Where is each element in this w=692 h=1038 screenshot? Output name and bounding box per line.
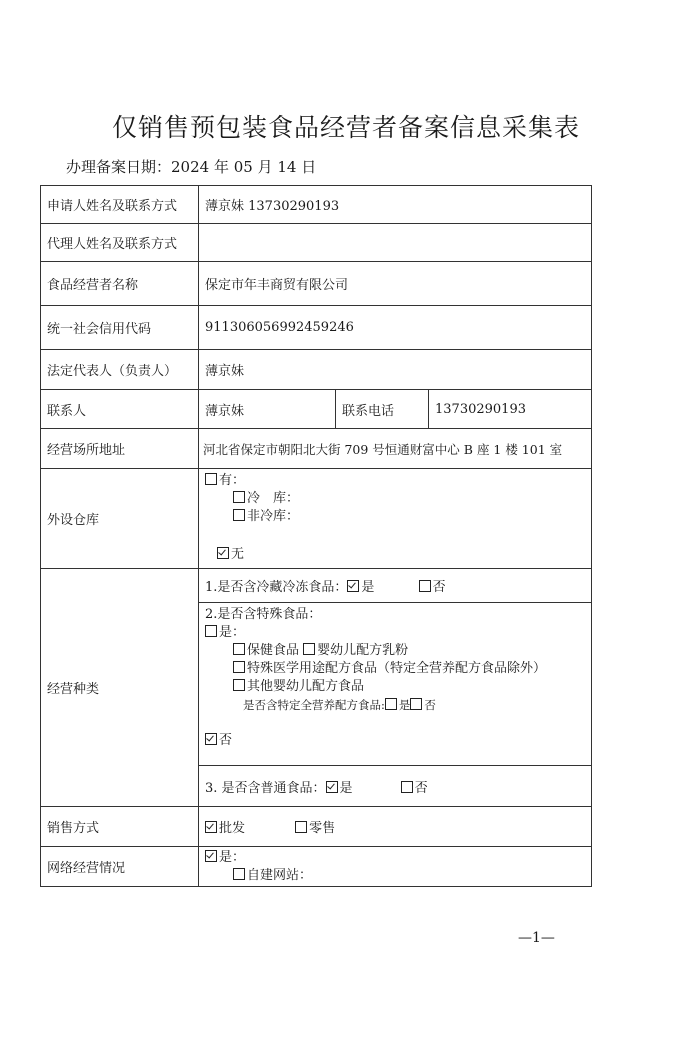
label-warehouse: 外设仓库 bbox=[41, 469, 199, 569]
q3-text: 3. 是否含普通食品： bbox=[205, 780, 326, 796]
retail-text: 零售 bbox=[309, 821, 336, 836]
checkbox-full-nutrition-yes[interactable] bbox=[385, 698, 397, 710]
row-credit-code bbox=[41, 306, 592, 350]
value-category-q1 bbox=[199, 569, 592, 603]
full-nutrition-no-text: 否 bbox=[424, 698, 436, 712]
label-legal-rep: 法定代表人（负责人） bbox=[41, 350, 199, 390]
value-contact: 薄京妹 bbox=[199, 390, 336, 429]
label-address: 经营场所地址 bbox=[41, 429, 199, 469]
checkbox-non-cold-storage[interactable] bbox=[233, 509, 245, 521]
value-warehouse bbox=[199, 469, 592, 569]
q1-no-text: 否 bbox=[432, 580, 446, 595]
page-number: —1— bbox=[518, 930, 555, 946]
label-online: 网络经营情况 bbox=[41, 847, 199, 887]
checkbox-medical-formula[interactable] bbox=[233, 661, 245, 673]
checkbox-q3-yes[interactable] bbox=[326, 781, 338, 793]
q2-yes-text: 是： bbox=[219, 625, 246, 640]
checkbox-q3-no[interactable] bbox=[401, 781, 413, 793]
row-business-name bbox=[41, 262, 592, 306]
row-agent bbox=[41, 224, 592, 262]
non-cold-storage-text: 非冷库： bbox=[247, 509, 300, 524]
row-sales bbox=[41, 807, 592, 847]
value-address: 河北省保定市朝阳北大街 709 号恒通财富中心 B 座 1 楼 101 室 bbox=[199, 429, 592, 469]
row-address bbox=[41, 429, 592, 469]
filing-date: 办理备案日期：2024 年 05 月 14 日 bbox=[66, 158, 317, 176]
value-legal-rep: 薄京妹 bbox=[199, 350, 592, 390]
q2-text: 2.是否含特殊食品： bbox=[205, 607, 322, 622]
checkbox-infant-formula[interactable] bbox=[303, 643, 315, 655]
infant-formula-text: 婴幼儿配方乳粉 bbox=[317, 643, 409, 658]
cold-storage-text: 冷 库： bbox=[247, 491, 300, 506]
wholesale-text: 批发 bbox=[219, 821, 246, 836]
label-sales: 销售方式 bbox=[41, 807, 199, 847]
checkbox-health-food[interactable] bbox=[233, 643, 245, 655]
row-category-q1 bbox=[41, 569, 592, 603]
checkbox-own-website[interactable] bbox=[233, 868, 245, 880]
value-agent bbox=[199, 224, 592, 262]
label-business-name: 食品经营者名称 bbox=[41, 262, 199, 306]
row-contact bbox=[41, 390, 592, 429]
value-business-name: 保定市年丰商贸有限公司 bbox=[199, 262, 592, 306]
row-legal-rep bbox=[41, 350, 592, 390]
checkbox-full-nutrition-no[interactable] bbox=[410, 698, 422, 710]
value-phone: 13730290193 bbox=[429, 390, 592, 429]
warehouse-none-text: 无 bbox=[231, 547, 245, 562]
checkbox-q1-yes[interactable] bbox=[347, 580, 359, 592]
online-yes-text: 是： bbox=[219, 850, 246, 865]
full-nutrition-text: 是否含特定全营养配方食品: bbox=[243, 698, 385, 712]
info-form-table bbox=[40, 185, 592, 887]
medical-formula-text: 特殊医学用途配方食品（特定全营养配方食品除外） bbox=[247, 661, 547, 676]
checkbox-wholesale[interactable] bbox=[205, 821, 217, 833]
label-agent: 代理人姓名及联系方式 bbox=[41, 224, 199, 262]
row-online bbox=[41, 847, 592, 887]
checkbox-q1-no[interactable] bbox=[419, 580, 431, 592]
q2-no-text: 否 bbox=[219, 733, 233, 748]
checkbox-other-infant[interactable] bbox=[233, 679, 245, 691]
other-infant-text: 其他婴幼儿配方食品 bbox=[247, 679, 365, 694]
checkbox-retail[interactable] bbox=[295, 821, 307, 833]
health-food-text: 保健食品 bbox=[247, 643, 300, 658]
label-contact: 联系人 bbox=[41, 390, 199, 429]
form-title: 仅销售预包装食品经营者备案信息采集表 bbox=[111, 113, 580, 142]
row-warehouse bbox=[41, 469, 592, 569]
value-applicant: 薄京妹 13730290193 bbox=[199, 186, 592, 224]
value-sales bbox=[199, 807, 592, 847]
label-credit-code: 统一社会信用代码 bbox=[41, 306, 199, 350]
checkbox-q2-no[interactable] bbox=[205, 733, 217, 745]
row-applicant bbox=[41, 186, 592, 224]
value-category-q2 bbox=[199, 603, 592, 766]
value-category-q3 bbox=[199, 766, 592, 807]
checkbox-warehouse-yes[interactable] bbox=[205, 473, 217, 485]
q3-yes-text: 是 bbox=[339, 780, 353, 796]
checkbox-online-yes[interactable] bbox=[205, 850, 217, 862]
warehouse-yes-text: 有： bbox=[219, 473, 246, 488]
checkbox-warehouse-none[interactable] bbox=[217, 547, 229, 559]
label-category: 经营种类 bbox=[41, 569, 199, 807]
value-online bbox=[199, 847, 592, 887]
full-nutrition-yes-text: 是 bbox=[398, 698, 411, 712]
label-applicant: 申请人姓名及联系方式 bbox=[41, 186, 199, 224]
q3-no-text: 否 bbox=[414, 780, 428, 796]
label-phone: 联系电话 bbox=[336, 390, 429, 429]
value-credit-code: 911306056992459246 bbox=[199, 306, 592, 350]
checkbox-q2-yes[interactable] bbox=[205, 625, 217, 637]
q1-yes-text: 是 bbox=[361, 580, 375, 595]
own-website-text: 自建网站： bbox=[247, 868, 313, 883]
checkbox-cold-storage[interactable] bbox=[233, 491, 245, 503]
q1-text: 1.是否含冷藏冷冻食品： bbox=[205, 580, 348, 595]
